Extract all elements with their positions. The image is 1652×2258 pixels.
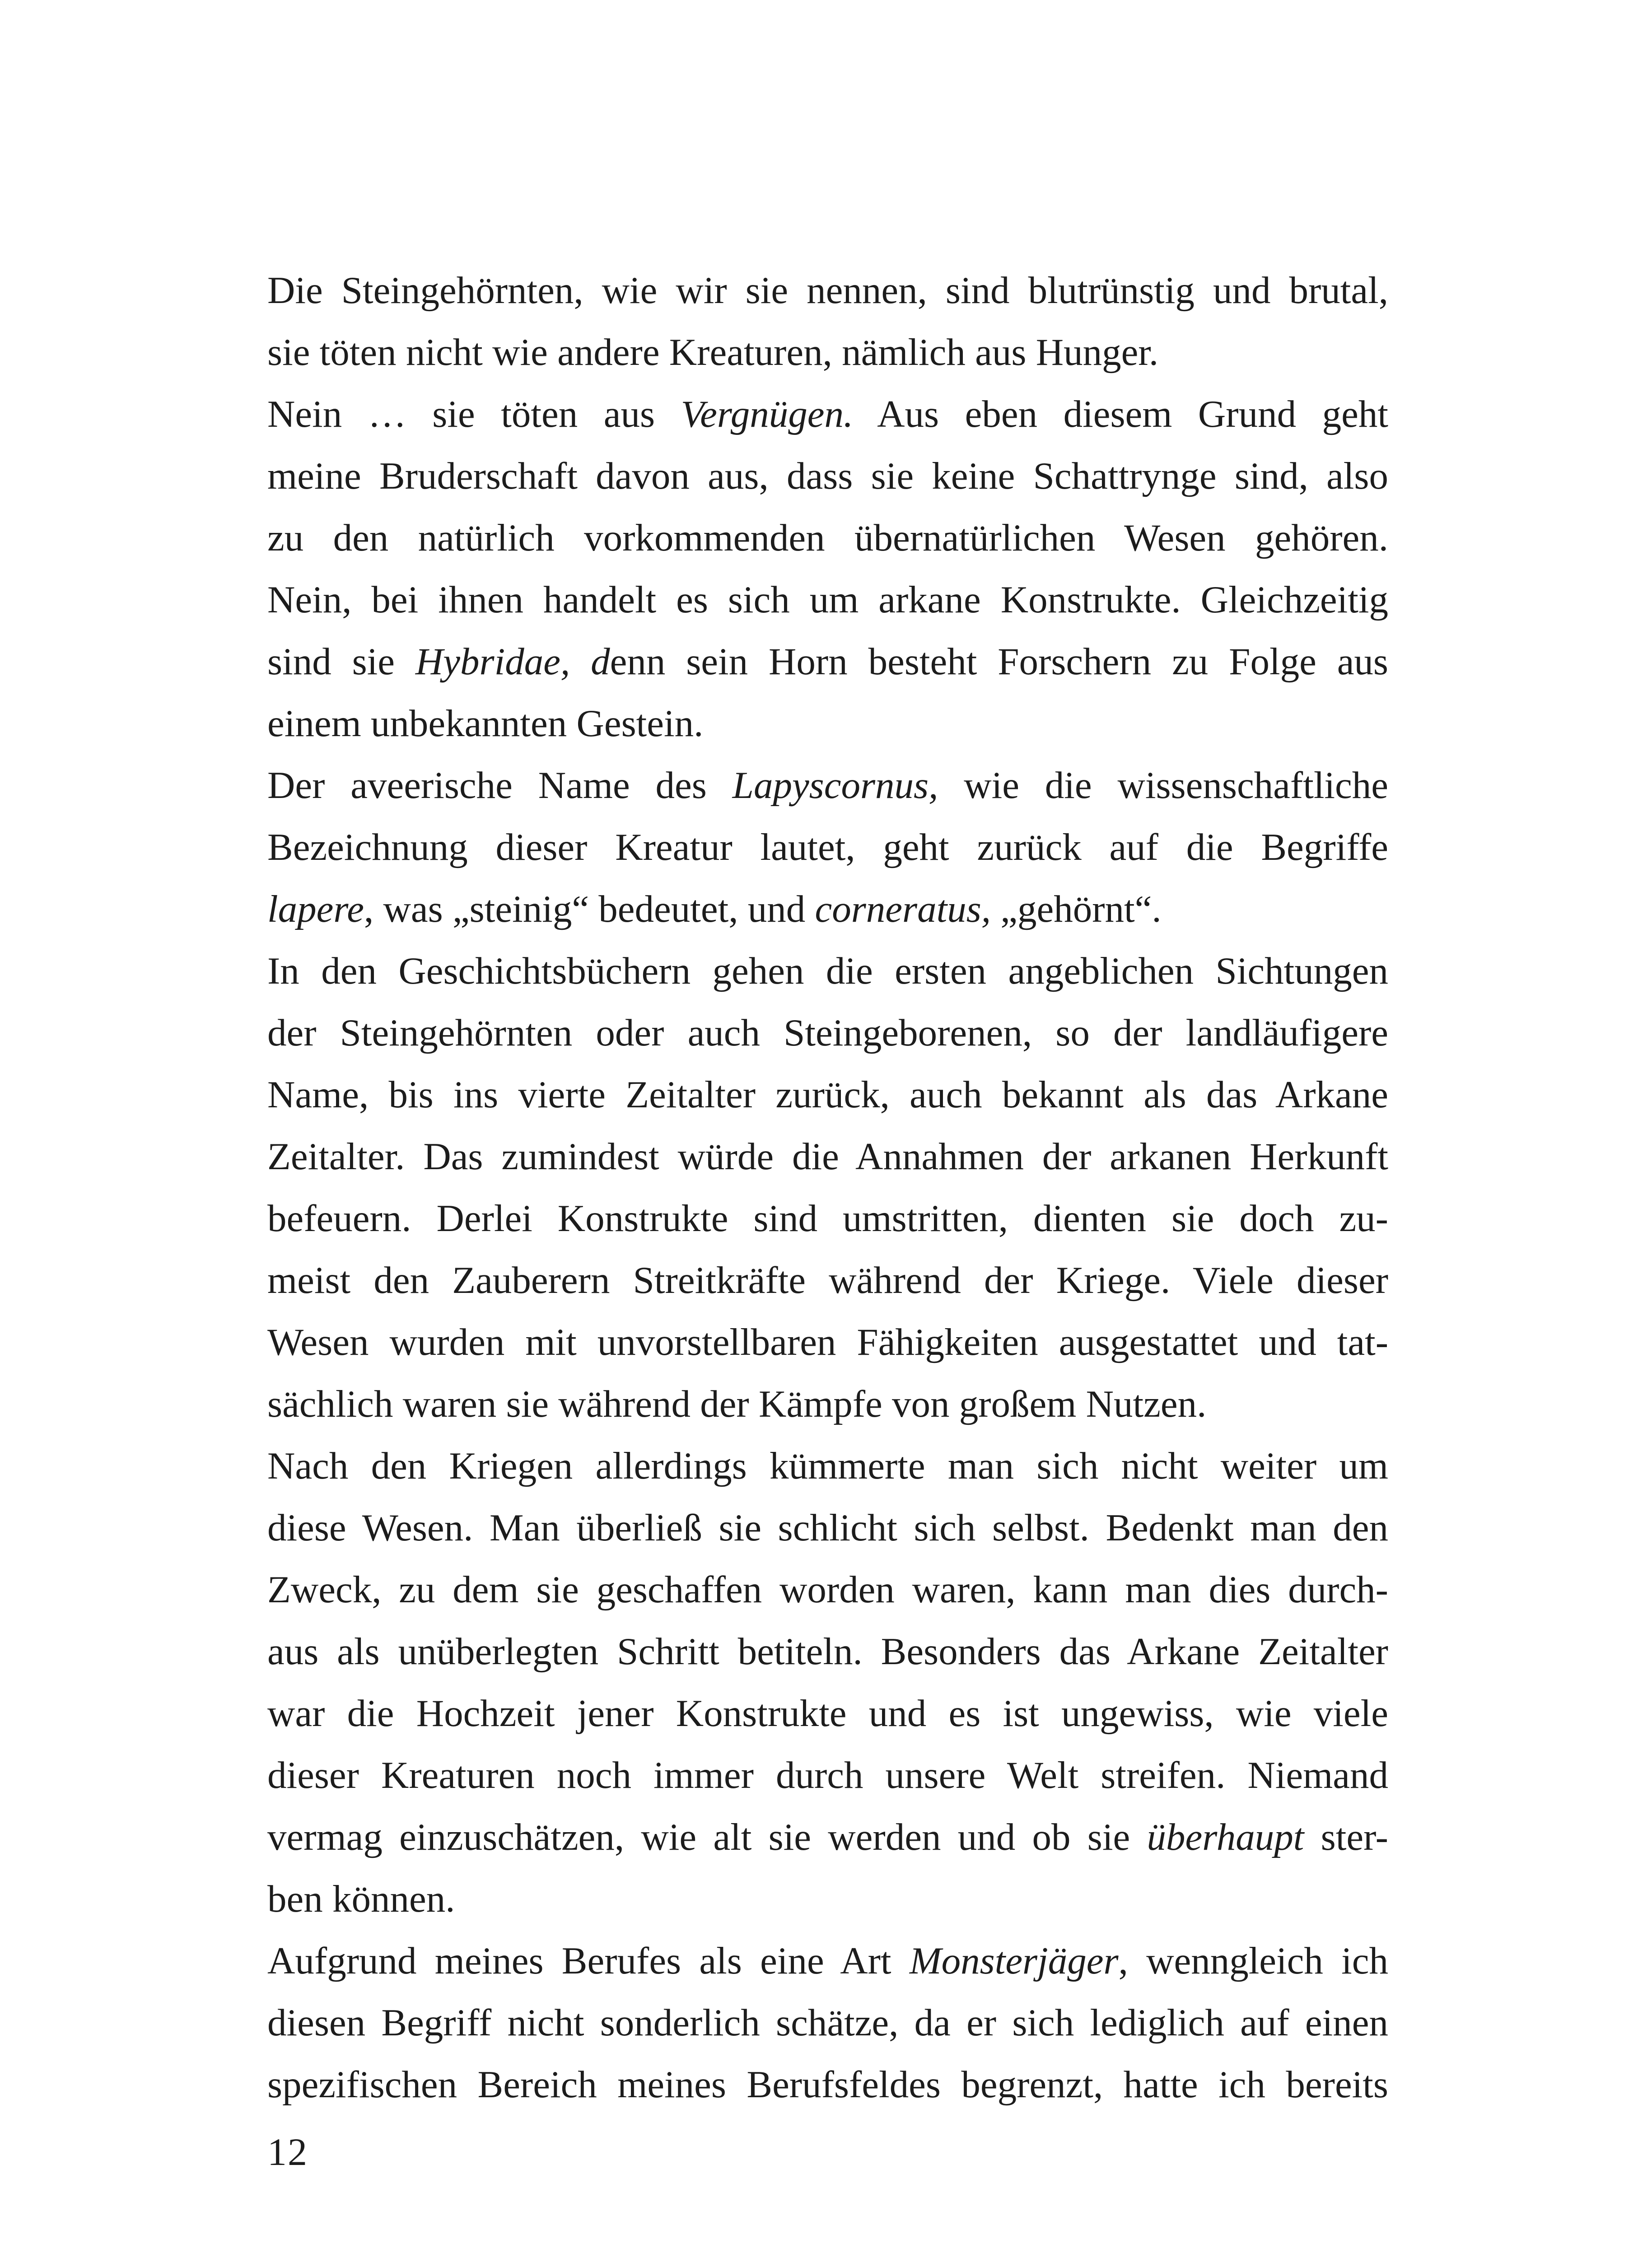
text-line: ben können. bbox=[267, 1878, 455, 1920]
text-line: sächlich waren sie während der Kämpfe von großem Nutzen. bbox=[267, 1383, 1207, 1425]
text-span: wie die wissenschaftliche bbox=[938, 764, 1389, 807]
text-line: zu den natürlich vorkommenden übernatürlichen Wesen gehören. bbox=[267, 517, 1388, 559]
text-line bbox=[267, 755, 1388, 816]
text-span: „gehörnt“. bbox=[991, 888, 1162, 930]
text-line: Bezeichnung dieser Kreatur lautet, geht zurück auf die Begriffe bbox=[267, 826, 1388, 868]
text-line: Wesen wurden mit unvorstellbaren Fähigkeiten ausgestattet und tat- bbox=[267, 1321, 1388, 1363]
italic-span: Hybridae, d bbox=[415, 640, 610, 683]
text-span: , was „steinig“ bedeutet, und bbox=[364, 888, 815, 930]
text-span: ster- bbox=[1304, 1816, 1388, 1858]
body-text bbox=[267, 260, 1388, 2116]
italic-span: überhaupt bbox=[1147, 1816, 1304, 1858]
text-line: In den Geschichtsbüchern gehen die ersten angeblichen Sichtungen bbox=[267, 950, 1388, 992]
italic-span: Monsterjäger bbox=[909, 1940, 1119, 1982]
text-line bbox=[267, 878, 1388, 940]
italic-span: Vergnügen. bbox=[681, 393, 854, 435]
text-line: spezifischen Bereich meines Berufsfeldes begrenzt, hatte ich bereits bbox=[267, 2063, 1388, 2106]
text-line: diese Wesen. Man überließ sie schlicht sich selbst. Bedenkt man den bbox=[267, 1507, 1388, 1549]
text-span: enn sein Horn besteht Forschern zu Folge aus bbox=[610, 640, 1388, 683]
text-line: der Steingehörnten oder auch Steingeborenen, so der landläufigere bbox=[267, 1012, 1388, 1054]
text-line: Zweck, zu dem sie geschaffen worden waren, kann man dies durch- bbox=[267, 1568, 1388, 1611]
text-line bbox=[267, 631, 1388, 693]
text-span: Nein … sie töten aus bbox=[267, 393, 681, 435]
text-line: dieser Kreaturen noch immer durch unsere Welt streifen. Niemand bbox=[267, 1754, 1388, 1796]
italic-span: Lapyscornus, bbox=[732, 764, 938, 807]
text-line: Zeitalter. Das zumindest würde die Annahmen der arkanen Herkunft bbox=[267, 1135, 1388, 1178]
text-line: Name, bis ins vierte Zeitalter zurück, auch bekannt als das Arkane bbox=[267, 1073, 1388, 1116]
text-span: Aufgrund meines Berufes als eine Art bbox=[267, 1940, 910, 1982]
text-line: Die Steingehörnten, wie wir sie nennen, sind blutrünstig und brutal, bbox=[267, 269, 1388, 312]
text-span: Der aveerische Name des bbox=[267, 764, 733, 807]
text-line bbox=[267, 383, 1388, 445]
text-line: aus als unüberlegten Schritt betiteln. Besonders das Arkane Zeitalter bbox=[267, 1630, 1388, 1673]
italic-span: lapere bbox=[267, 888, 364, 930]
text-line: einem unbekannten Gestein. bbox=[267, 702, 704, 745]
page-number: 12 bbox=[267, 2130, 308, 2174]
text-span: sind sie bbox=[267, 640, 415, 683]
text-line: war die Hochzeit jener Konstrukte und es ist ungewiss, wie viele bbox=[267, 1692, 1388, 1735]
text-line: meist den Zauberern Streitkräfte während der Kriege. Viele dieser bbox=[267, 1259, 1388, 1302]
text-span: vermag einzuschätzen, wie alt sie werden und ob sie bbox=[267, 1816, 1147, 1858]
text-line: sie töten nicht wie andere Kreaturen, nämlich aus Hunger. bbox=[267, 331, 1159, 373]
text-line bbox=[267, 1930, 1388, 1992]
text-line: diesen Begriff nicht sonderlich schätze, da er sich lediglich auf einen bbox=[267, 2001, 1388, 2044]
text-line bbox=[267, 1806, 1388, 1868]
text-line: Nach den Kriegen allerdings kümmerte man sich nicht weiter um bbox=[267, 1445, 1388, 1487]
text-line: meine Bruderschaft davon aus, dass sie keine Schattrynge sind, also bbox=[267, 455, 1388, 497]
italic-span: corneratus, bbox=[815, 888, 991, 930]
text-line: befeuern. Derlei Konstrukte sind umstritten, dienten sie doch zu- bbox=[267, 1197, 1388, 1240]
text-span: , wenngleich ich bbox=[1118, 1940, 1388, 1982]
text-line: Nein, bei ihnen handelt es sich um arkane Konstrukte. Gleichzeitig bbox=[267, 578, 1388, 621]
text-span: Aus eben diesem Grund geht bbox=[853, 393, 1388, 435]
